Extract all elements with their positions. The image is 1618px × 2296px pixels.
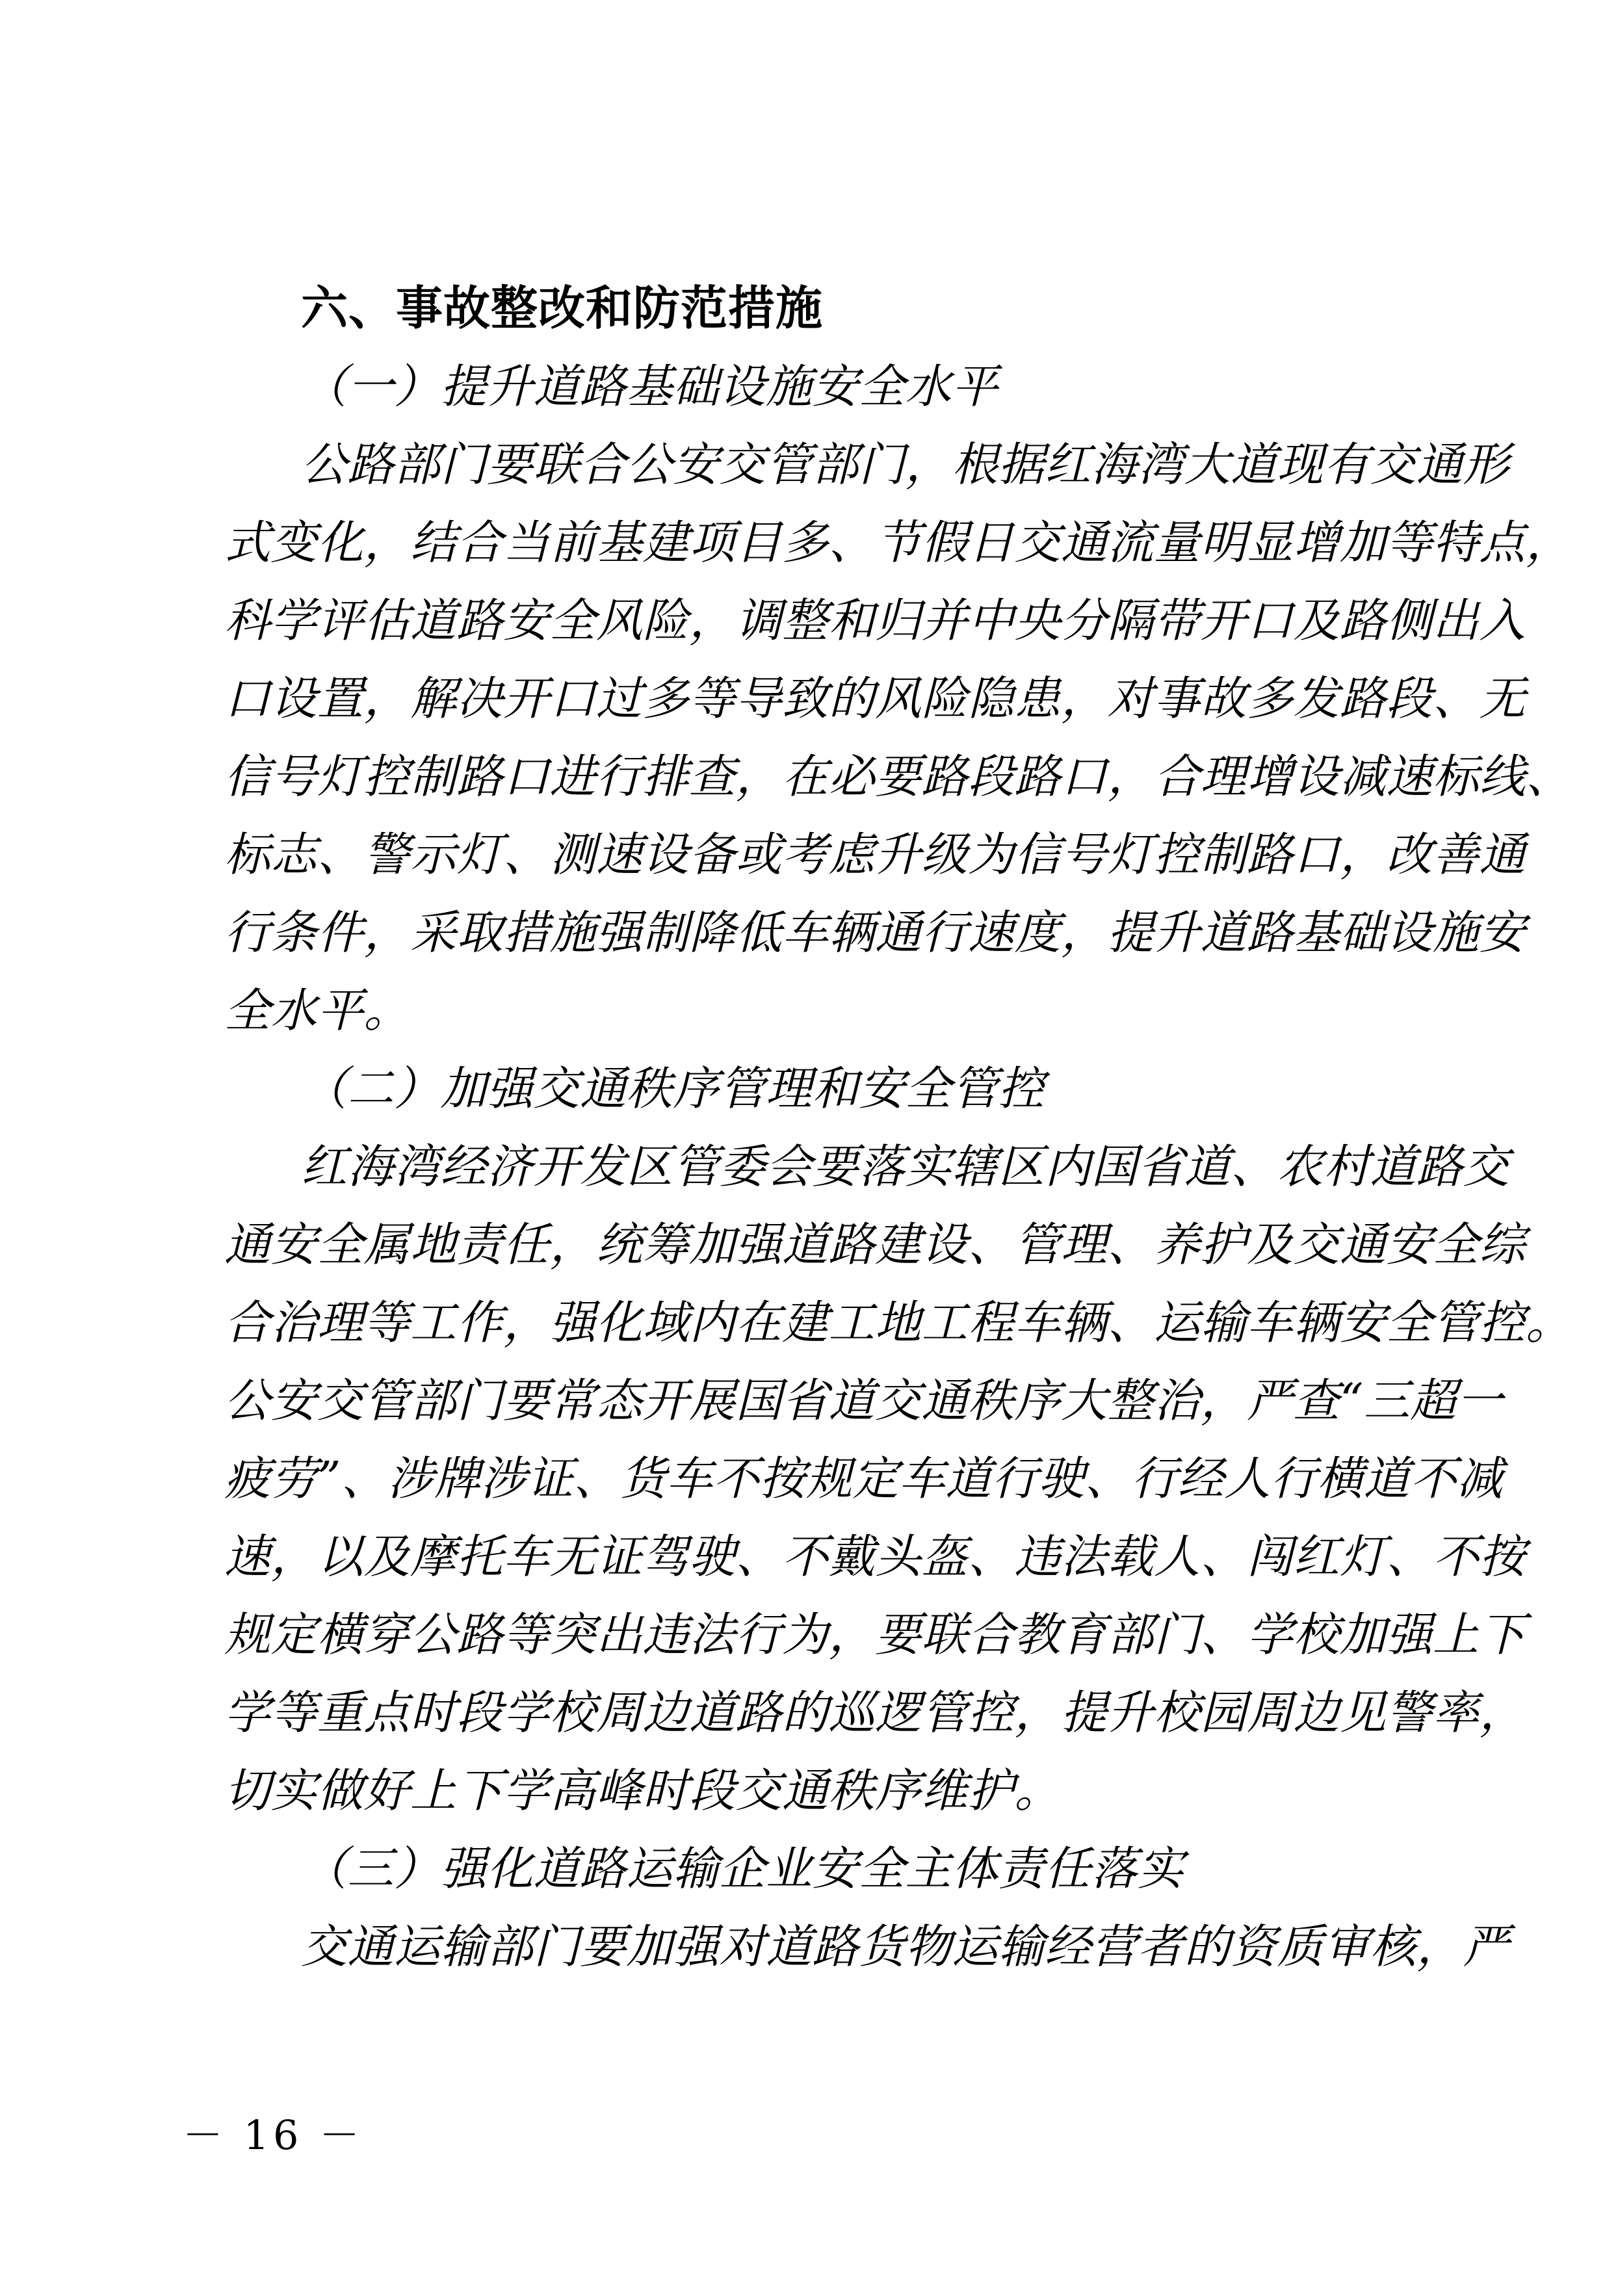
- paragraph-line: 科学评估道路安全风险，调整和归并中央分隔带开口及路侧出入: [224, 594, 1526, 647]
- subsection-heading-1: （一）提升道路基础设施安全水平: [301, 359, 998, 413]
- paragraph-1: [224, 426, 1572, 1050]
- paragraph-line: 切实做好上下学高峰时段交通秩序维护。: [224, 1764, 1062, 1818]
- paragraph-3: [224, 1908, 1510, 1986]
- paragraph-2: [224, 1128, 1572, 1830]
- paragraph-line: 红海湾经济开发区管委会要落实辖区内国省道、农村道路交: [301, 1140, 1510, 1194]
- paragraph-line: 合治理等工作，强化域内在建工地工程车辆、运输车辆安全管控。: [224, 1296, 1572, 1350]
- page-number: － 16 －: [182, 2111, 364, 2159]
- paragraph-line: 疲劳”、涉牌涉证、货车不按规定车道行驶、行经人行横道不减: [224, 1452, 1504, 1506]
- page-content: [224, 270, 1572, 1986]
- paragraph-line: 通安全属地责任，统筹加强道路建设、管理、养护及交通安全综: [224, 1218, 1526, 1272]
- paragraph-line: 信号灯控制路口进行排查，在必要路段路口，合理增设减速标线、: [224, 750, 1572, 803]
- paragraph-line: 公路部门要联合公安交管部门，根据红海湾大道现有交通形: [301, 437, 1510, 491]
- paragraph-line: 学等重点时段学校周边道路的巡逻管控，提升校园周边见警率，: [224, 1686, 1526, 1740]
- subsection-heading-2: （二）加强交通秩序管理和安全管控: [301, 1062, 1045, 1115]
- paragraph-line: 标志、警示灯、测速设备或考虑升级为信号灯控制路口，改善通: [224, 828, 1526, 881]
- paragraph-line: 交通运输部门要加强对道路货物运输经营者的资质审核，严: [301, 1920, 1510, 1974]
- section-heading: 六、事故整改和防范措施: [301, 283, 824, 335]
- paragraph-line: 行条件，采取措施强制降低车辆通行速度，提升道路基础设施安: [224, 906, 1526, 959]
- paragraph-line: 速，以及摩托车无证驾驶、不戴头盔、违法载人、闯红灯、不按: [224, 1530, 1526, 1584]
- paragraph-line: 规定横穿公路等突出违法行为，要联合教育部门、学校加强上下: [224, 1608, 1526, 1662]
- paragraph-line: 式变化，结合当前基建项目多、节假日交通流量明显增加等特点，: [224, 515, 1572, 569]
- paragraph-line: 公安交管部门要常态开展国省道交通秩序大整治，严查“三超一: [224, 1374, 1504, 1428]
- paragraph-line: 口设置，解决开口过多等导致的风险隐患，对事故多发路段、无: [224, 672, 1526, 725]
- paragraph-line: 全水平。: [224, 984, 411, 1037]
- subsection-heading-3: （三）强化道路运输企业安全主体责任落实: [301, 1842, 1184, 1896]
